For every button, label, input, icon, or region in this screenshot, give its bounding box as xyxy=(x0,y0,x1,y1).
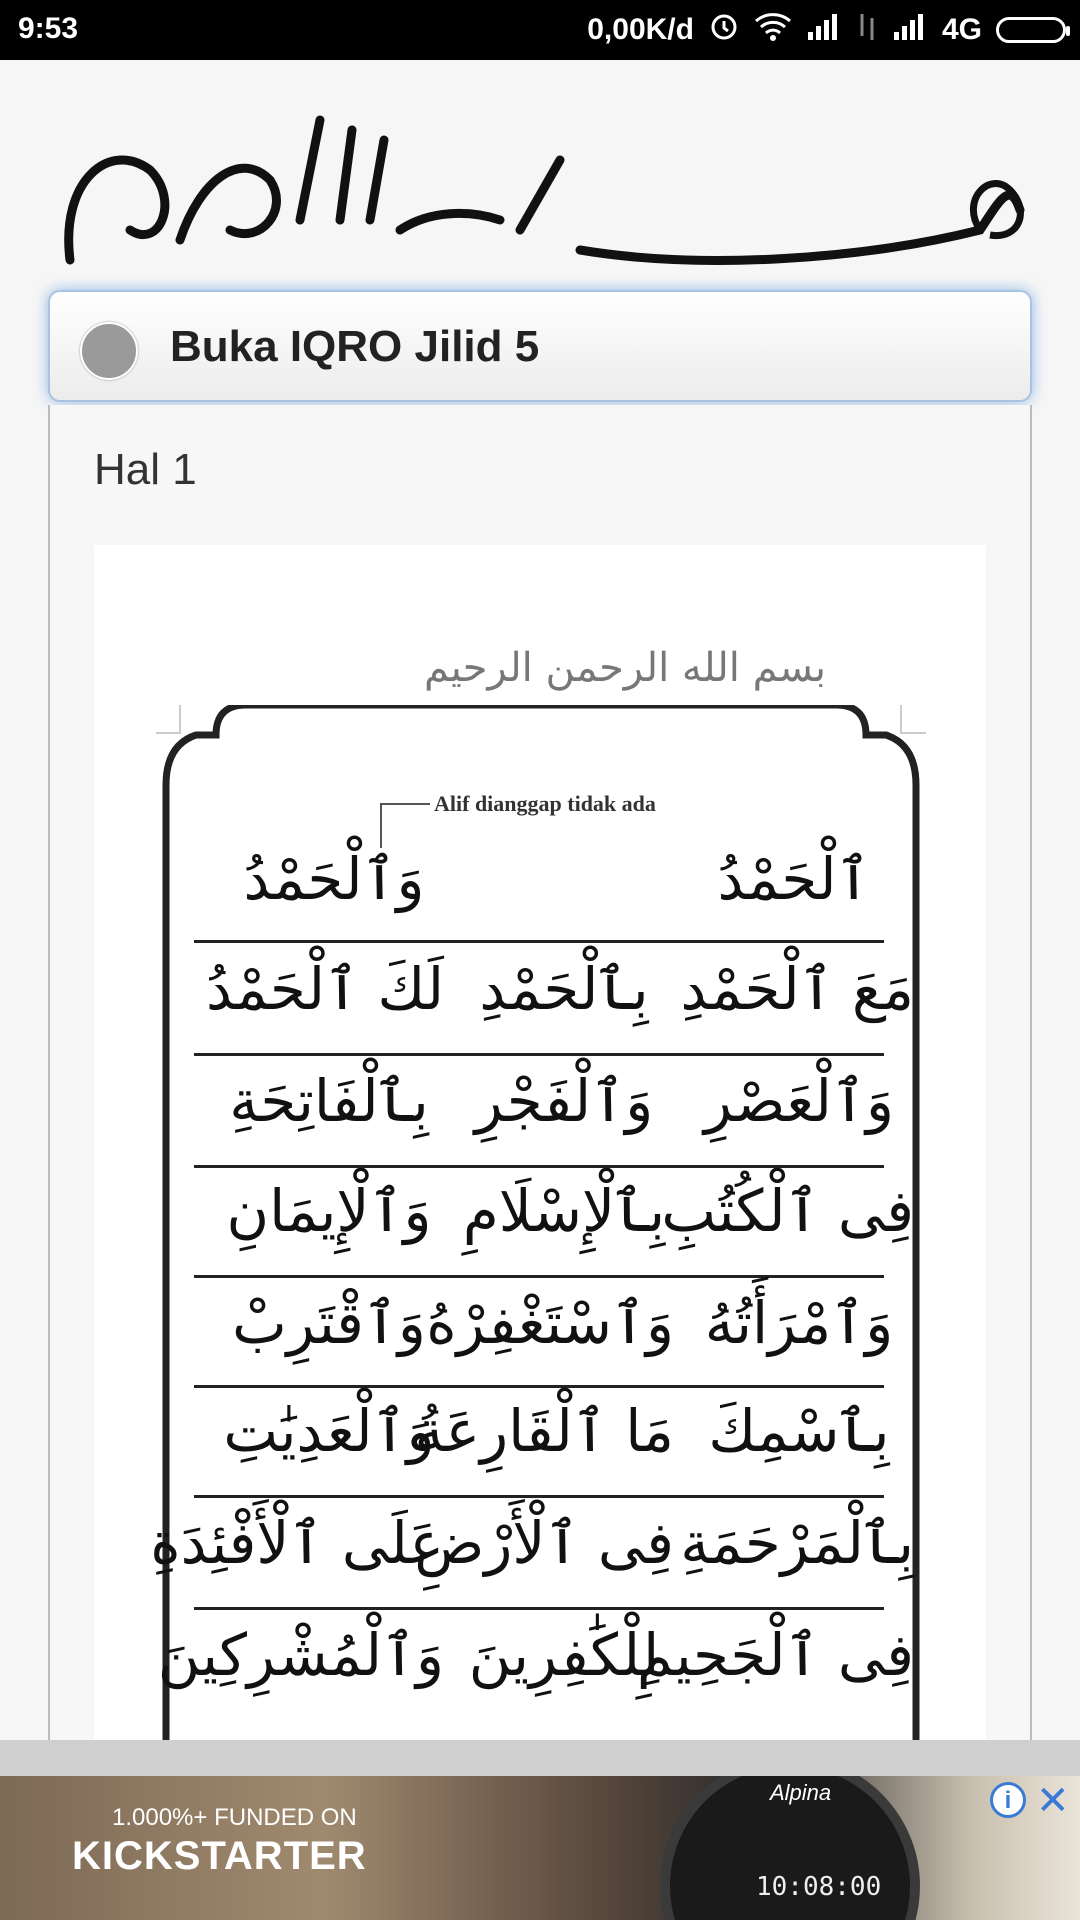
arabic-word: وَٱلْمُشْرِكِينَ xyxy=(157,1621,444,1689)
arabic-word: بِٱلْإِسْلَامِ xyxy=(462,1177,666,1245)
network-speed: 0,00K/d xyxy=(587,13,694,46)
status-time: 9:53 xyxy=(18,12,79,45)
bismillah-header xyxy=(0,60,1080,280)
signal-icon xyxy=(892,12,928,48)
page-label: Hal 1 xyxy=(94,445,197,494)
arabic-word: وَٱلْفَجْرِ xyxy=(474,1067,654,1135)
collapse-indicator-icon xyxy=(80,322,138,380)
note-pointer-line xyxy=(380,803,382,848)
arabic-word: فِى ٱلْكُتُبِ xyxy=(661,1177,914,1245)
row-divider xyxy=(194,1607,884,1610)
ad-info-icon[interactable]: i xyxy=(990,1782,1026,1818)
status-bar xyxy=(0,0,1080,60)
arabic-word: بِٱلْمَرْحَمَةِ xyxy=(680,1509,914,1577)
collapsible-title: Buka IQRO Jilid 5 xyxy=(170,322,540,371)
arabic-word: وَٱلْعَصْرِ xyxy=(704,1067,894,1135)
arabic-word: وَٱسْتَغْفِرْهُ xyxy=(426,1289,674,1357)
arabic-word: وَٱلْحَمْدُ xyxy=(243,845,425,913)
arabic-word: فِى ٱلْأَرْضِ xyxy=(414,1509,674,1577)
ad-watch-brand: Alpina xyxy=(770,1780,832,1805)
arabic-word: مَا ٱلْقَارِعَةُ xyxy=(414,1397,674,1465)
network-type: 4G xyxy=(941,13,982,46)
annotation-note: Alif dianggap tidak ada xyxy=(434,791,656,816)
row-divider xyxy=(194,1165,884,1168)
wifi-icon xyxy=(754,11,792,49)
battery-icon xyxy=(996,17,1066,43)
row-divider xyxy=(194,1275,884,1278)
arabic-word: مَعَ ٱلْحَمْدِ xyxy=(680,955,914,1023)
ad-banner[interactable] xyxy=(0,1776,1080,1920)
arabic-word: وَٱلْإِيمَانِ xyxy=(226,1177,432,1245)
row-divider xyxy=(194,1495,884,1498)
small-bismillah: بسم الله الرحمن الرحيم xyxy=(424,645,827,691)
data-arrows-icon xyxy=(856,12,878,48)
arabic-word: وَٱمْرَأَتُهُ xyxy=(704,1289,894,1357)
arabic-word: وَٱقْتَرِبْ xyxy=(232,1289,426,1357)
arabic-word: لَكَ ٱلْحَمْدُ xyxy=(205,955,444,1023)
row-divider xyxy=(194,940,884,943)
row-divider xyxy=(194,1385,884,1388)
note-pointer-line xyxy=(380,803,430,805)
arabic-word: بِٱلْفَاتِحَةِ xyxy=(229,1067,429,1135)
arabic-word: ٱلْحَمْدُ xyxy=(717,845,871,913)
row-divider xyxy=(194,1053,884,1056)
arabic-word: فِى ٱلْجَحِيمِ xyxy=(636,1621,914,1689)
arabic-word: لِلْكَٰفِرِينَ xyxy=(468,1621,660,1689)
alarm-icon xyxy=(708,10,740,50)
arabic-word: وَٱلْعَدِيَٰتِ xyxy=(223,1397,435,1465)
ad-close-icon[interactable]: ✕ xyxy=(1036,1779,1070,1823)
arabic-word: بِٱلْحَمْدِ xyxy=(479,955,649,1023)
ad-separator xyxy=(0,1740,1080,1776)
content-panel xyxy=(48,405,1032,1740)
arabic-word: بِٱسْمِكَ xyxy=(708,1397,890,1465)
status-icons xyxy=(587,10,1066,50)
book-page-image xyxy=(94,545,986,1740)
signal-icon xyxy=(806,12,842,48)
ad-kickstarter-logo: KICKSTARTER xyxy=(72,1834,367,1878)
ad-watch-time: 10:08:00 xyxy=(756,1872,882,1902)
collapsible-header-iqro[interactable] xyxy=(48,290,1032,402)
ad-funded-text: 1.000%+ FUNDED ON xyxy=(112,1804,357,1831)
arabic-word: عَلَى ٱلْأَفْئِدَةِ xyxy=(150,1509,444,1577)
